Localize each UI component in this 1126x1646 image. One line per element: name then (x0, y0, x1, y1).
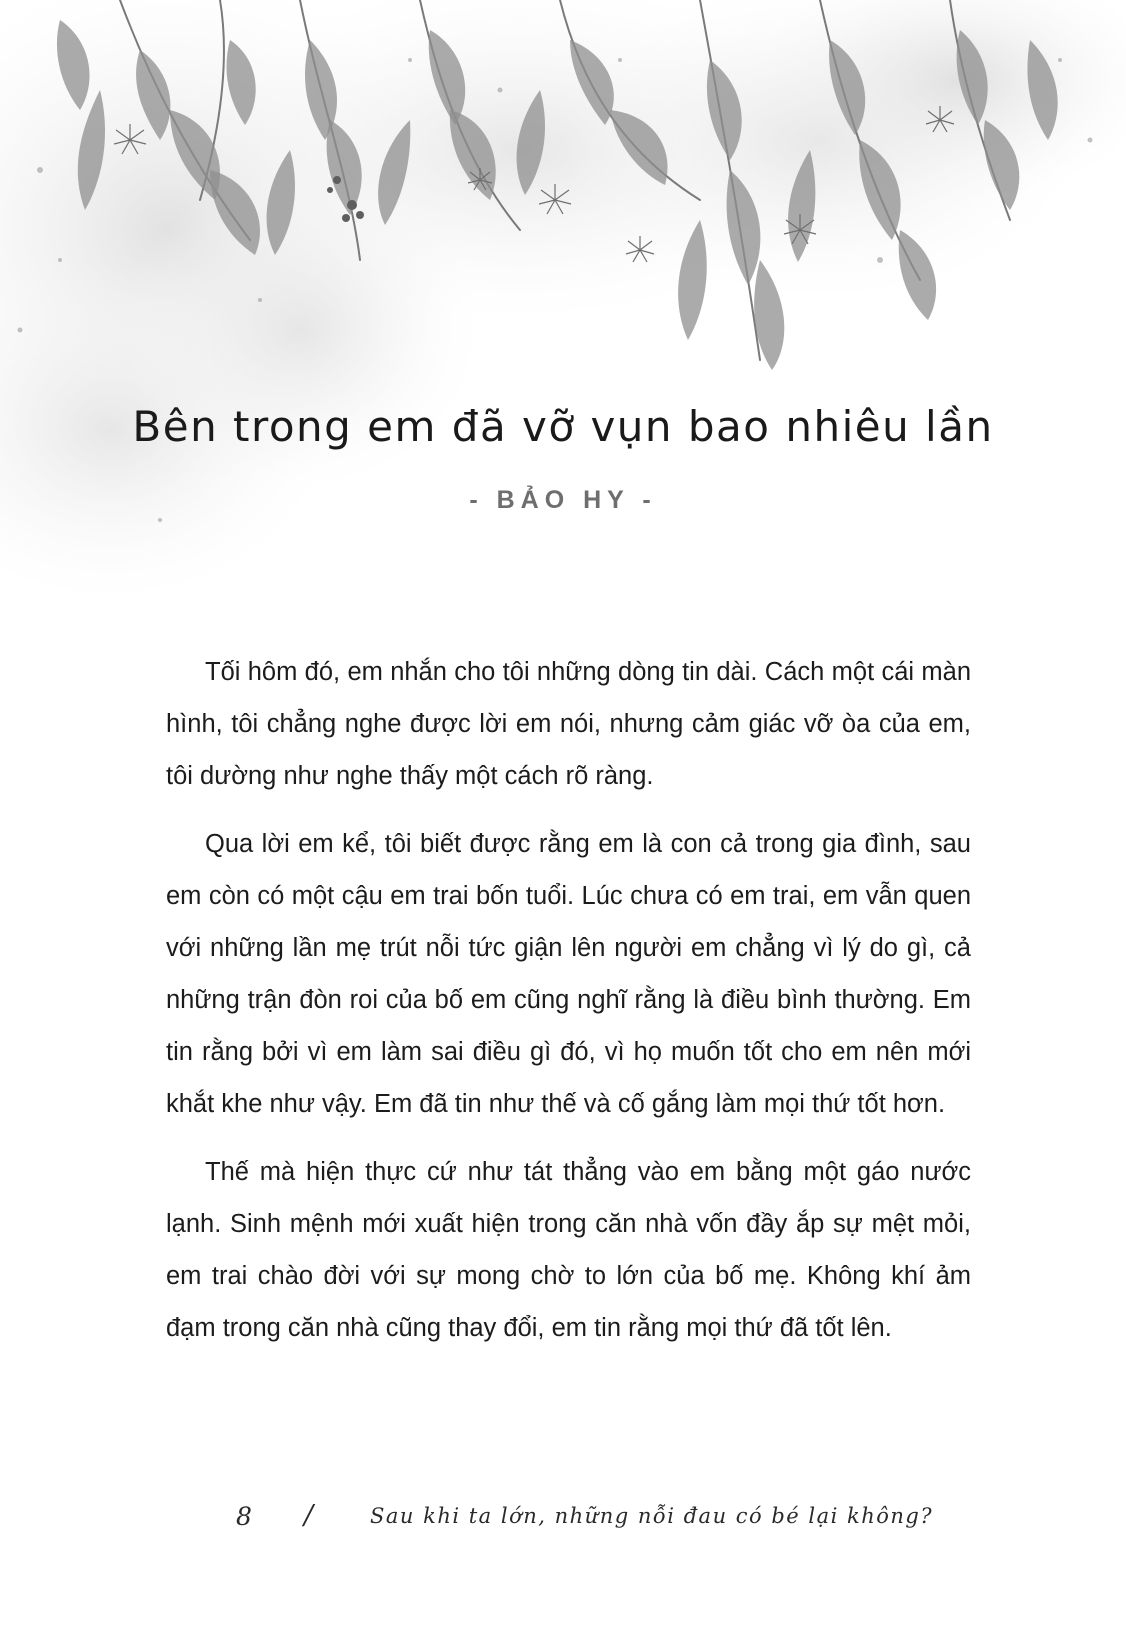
body-text (166, 646, 971, 1370)
paragraph-1: Tối hôm đó, em nhắn cho tôi những dòng tin dài. Cách một cái màn hình, tôi chẳng nghe được lời em nói, nhưng cảm giác vỡ òa của em, tôi dường như nghe thấy một cách rõ ràng. (166, 658, 971, 790)
author-name: - BẢO HY - (469, 486, 657, 514)
paragraph-2: Qua lời em kể, tôi biết được rằng em là con cả trong gia đình, sau em còn có một cậu em trai bốn tuổi. Lúc chưa có em trai, em vẫn quen với những lần mẹ trút nỗi tức giận lên người em chẳng vì lý do gì, cả những trận đòn roi của bố em cũng nghĩ rằng là điều bình thường. Em tin rằng bởi vì em làm sai điều gì đó, vì họ muốn tốt cho em nên mới khắt khe như vậy. Em đã tin như thế và cố gắng làm mọi thứ tốt hơn. (166, 830, 971, 1118)
footer-separator: / (304, 1500, 314, 1531)
page-footer (0, 1496, 1126, 1546)
eucalyptus-leaves-illustration (0, 0, 1126, 620)
paragraph-3: Thế mà hiện thực cứ như tát thẳng vào em bằng một gáo nước lạnh. Sinh mệnh mới xuất hiện trong căn nhà vốn đầy ắp sự mệt mỏi, em trai chào đời với sự mong chờ to lớn của bố mẹ. Không khí ảm đạm trong căn nhà cũng thay đổi, em tin rằng mọi thứ đã tốt lên. (166, 1158, 971, 1342)
chapter-title: Bên trong em đã vỡ vụn bao nhiêu lần (132, 402, 994, 451)
book-title: Sau khi ta lớn, những nỗi đau có bé lại không? (370, 1504, 934, 1528)
page-number: 8 (236, 1502, 252, 1531)
